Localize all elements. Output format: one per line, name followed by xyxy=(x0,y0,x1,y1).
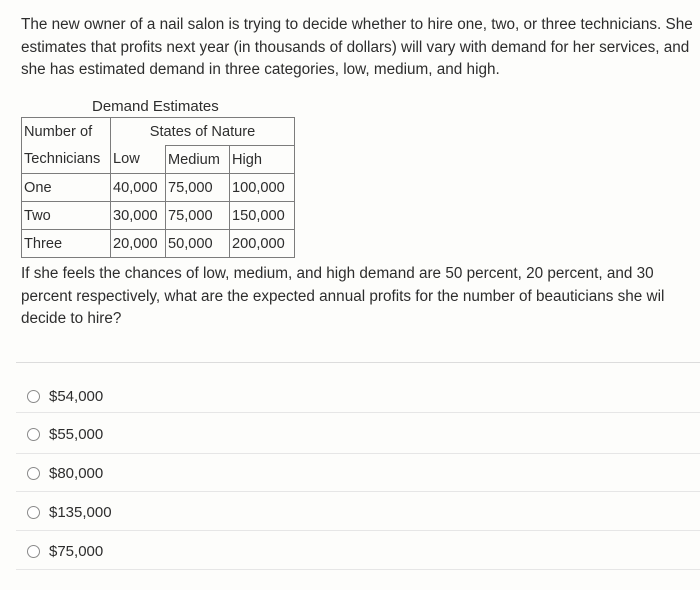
divider xyxy=(16,453,700,454)
prompt-line: If she feels the chances of low, medium, and high demand are 50 percent, 20 percent, and 30 xyxy=(21,265,654,282)
header-number-of: Number of xyxy=(22,118,111,146)
cell-medium: 75,000 xyxy=(166,202,230,230)
divider xyxy=(16,362,700,363)
table-row xyxy=(22,230,295,258)
table-caption: Demand Estimates xyxy=(92,98,219,115)
demand-table xyxy=(21,117,295,258)
header-medium: Medium xyxy=(166,146,230,174)
table-row xyxy=(22,202,295,230)
header-states-of-nature: States of Nature xyxy=(111,118,295,146)
answer-option[interactable] xyxy=(27,388,103,405)
header-low: Low xyxy=(111,146,166,174)
row-label: Two xyxy=(22,202,111,230)
divider xyxy=(16,491,700,492)
table-header-row-1 xyxy=(22,118,295,146)
answer-option[interactable] xyxy=(27,426,103,443)
answer-option[interactable] xyxy=(27,504,112,521)
radio-button[interactable] xyxy=(27,467,40,480)
cell-medium: 75,000 xyxy=(166,174,230,202)
answer-option[interactable] xyxy=(27,465,103,482)
answer-option[interactable] xyxy=(27,543,103,560)
radio-button[interactable] xyxy=(27,545,40,558)
radio-button[interactable] xyxy=(27,428,40,441)
option-label: $80,000 xyxy=(49,465,104,482)
radio-button[interactable] xyxy=(27,390,40,403)
option-label: $55,000 xyxy=(49,426,104,443)
header-technicians: Technicians xyxy=(22,146,111,174)
table-row xyxy=(22,174,295,202)
row-label: Three xyxy=(22,230,111,258)
divider xyxy=(16,569,700,570)
option-label: $54,000 xyxy=(49,388,104,405)
prompt-line: percent respectively, what are the expected annual profits for the number of beauticians she wil xyxy=(21,287,665,305)
table-header-row-2 xyxy=(22,146,295,174)
option-label: $135,000 xyxy=(49,504,112,521)
option-label: $75,000 xyxy=(49,543,104,560)
divider xyxy=(16,412,700,413)
divider xyxy=(16,530,700,531)
cell-high: 100,000 xyxy=(230,174,295,202)
cell-medium: 50,000 xyxy=(166,230,230,258)
cell-low: 40,000 xyxy=(111,174,166,202)
cell-low: 20,000 xyxy=(111,230,166,258)
question-prompt xyxy=(21,263,697,331)
question-intro: The new owner of a nail salon is trying to decide whether to hire one, two, or three technicians. She estimates that profits next year (in thousands of dollars) will vary with demand for her services, and she has estimated demand in three categories, low, medium, and high. xyxy=(21,16,693,78)
prompt-line: decide to hire? xyxy=(21,310,122,327)
cell-high: 150,000 xyxy=(230,202,295,230)
cell-high: 200,000 xyxy=(230,230,295,258)
header-high: High xyxy=(230,146,295,174)
cell-low: 30,000 xyxy=(111,202,166,230)
row-label: One xyxy=(22,174,111,202)
radio-button[interactable] xyxy=(27,506,40,519)
